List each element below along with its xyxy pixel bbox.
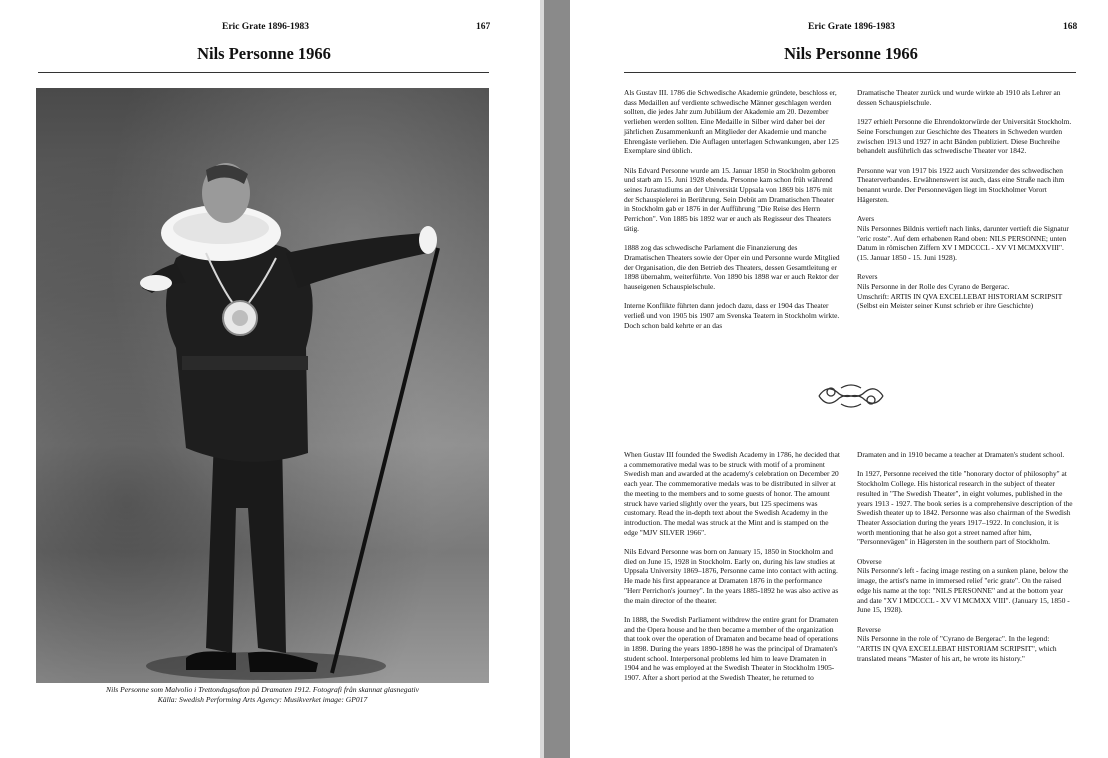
title-rule xyxy=(38,72,489,73)
german-column-1 xyxy=(624,88,840,340)
right-page xyxy=(570,0,1108,758)
english-paragraph: Dramaten and in 1910 became a teacher at Dramaten's student school. xyxy=(857,450,1065,459)
running-head: Eric Grate 1896-1983 xyxy=(222,22,310,32)
english-paragraph: Reverse Nils Personne in the role of "Cyrano de Bergerac". In the legend: "ARTIS IN QVA EXCELLEBAT HISTORIAM SCRIPSIT", which translated means "Master of his art, he wrote its history." xyxy=(857,624,1057,663)
german-paragraph: Als Gustav III. 1786 die Schwedische Akademie gründete, beschloss er, dass Medaillen auf verdiente schwedische Männer geschlagen werden sollten, die jedes Jahr zum Jubiläum der Akademie am 20. Dezember verliehen werden sollten. Eine Medaille in Silber wird daher bei der jährlichen Zusammenkunft an Mitglieder der Akademie und manche Ehrengäste verliehen. Die Auflagen unterlagen Schwankungen, aber 125 Exemplare sind üblich. xyxy=(624,88,839,156)
page-title: Nils Personne 1966 xyxy=(197,44,331,63)
german-paragraph: Dramatische Theater zurück und wurde wirkte ab 1910 als Lehrer an dessen Schauspielschule. xyxy=(857,88,1061,107)
english-paragraph: Obverse Nils Personne's left - facing image resting on a sunken plane, below the image, the artist's name in immersed relief "eric grate". On the raised edge his name at the top: "NILS PERSONNE" and at the bottom year and date "XV I MDCCCL - XV VI MCMXX VIII". (January 15, 1850 - June 15, 1928). xyxy=(857,556,1070,615)
german-column-2 xyxy=(857,88,1075,321)
title-rule xyxy=(624,72,1076,73)
page-title: Nils Personne 1966 xyxy=(784,44,918,63)
caption-line-1: Nils Personne som Malvolio i Trettondagsafton på Dramaten 1912. Fotografi från skannat glasnegativ xyxy=(106,685,419,694)
page-number: 168 xyxy=(1063,22,1078,32)
english-paragraph: In 1927, Personne received the title "honorary doctor of philosophy" at Stockholm College. His historical research in the subject of theater resulted in "The Swedish Theater", in eight volumes, published in the years 1913 - 1927. The book series is a comprehensive description of the Swedish theater up to 1842. Personne was also chairman of the Swedish Theater Association during the years 1917–1922. In conclusion, it is worth mentioning that he also got a street named after him, "Personnevägen" in Hägersten in the southern part of Stockholm. xyxy=(857,469,1073,547)
photo-caption xyxy=(36,685,489,705)
german-paragraph: Avers Nils Personnes Bildnis vertieft nach links, darunter vertieft die Signatur "eric roste". Auf dem erhabenen Rand oben: NILS PERSONNE; unten Datum in römischen Ziffern XV I MDCCCL - XV VI MCMXXVIII". (15. Januar 1850 - 15. Juni 1928). xyxy=(857,214,1069,262)
german-paragraph: Personne war von 1917 bis 1922 auch Vorsitzender des schwedischen Theaterverbandes. Erwähnenswert ist auch, dass eine Straße nach ihm benannt wurde. Der Personnevägen liegt im Stockholmer Vorort Hägersten. xyxy=(857,165,1065,204)
english-paragraph: Nils Edvard Personne was born on January 15, 1850 in Stockholm and died on June 15, 1928 in Stockholm. Early on, during his law studies at Uppsala University 1869–1876, Personne came into contact with acting. He made his first appearance at Dramaten 1876 in the performance "Herr Perrichon's journey". In the years 1885-1892 he was also active as the main director of the theater. xyxy=(624,547,839,605)
page-gutter xyxy=(540,0,544,758)
german-paragraph: Nils Edvard Personne wurde am 15. Januar 1850 in Stockholm geboren und starb am 15. Juni 1928 ebenda. Personne kam schon früh während seines Jurastudiums an der Universität Uppsala von 1869 bis 1876 mit der Schauspielerei in Berührung. Sein Debüt am Dramatischen Theater in Stockholm gab er 1876 in der Aufführung "Die Reise des Herrn Perrichon". Von 1885 bis 1892 war er auch als Regisseur des Theaters tätig. xyxy=(624,165,836,233)
scroll-ornament-icon xyxy=(817,380,885,412)
english-paragraph: In 1888, the Swedish Parliament withdrew the entire grant for Dramaten and the Opera house and he then became a member of the organization that took over the operation of Dramaten and became head of operations in 1898. During the years 1890-1898 he was the principal of Dramaten's student school. Interpersonal problems led him to leave Dramaten in 1904 and he was employed at the Swedish Theater in Stockholm 1905-1907. After a short period at the Swedish Theater, he returned to xyxy=(624,614,839,683)
german-paragraph: Revers Nils Personne in der Rolle des Cyrano de Bergerac. Umschrift: ARTIS IN QVA EXCELLEBAT HISTORIAM SCRIPSIT (Selbst ein Meister seiner Kunst schrieb er ihre Geschichte) xyxy=(857,272,1063,311)
english-paragraph: When Gustav III founded the Swedish Academy in 1786, he decided that a commemorative medal was to be struck with motif of a prominent Swedish man and awarded at the academy's celebration on December 20 each year. The commemorative medals was to be distributed in silver at the meeting to the members and to some guests of honor. The amount struck have varied slightly over the years, but 125 specimens was customary. Read the in-depth text about the Swedish Academy in the introduction. The medal was struck at the Mint and is stamped on the edge "MJV SILVER 1966". xyxy=(624,450,840,537)
left-page xyxy=(0,0,540,758)
caption-line-2: Källa: Swedish Performing Arts Agency: Musikverket image: GP017 xyxy=(157,695,368,704)
german-paragraph: 1927 erhielt Personne die Ehrendoktorwürde der Universität Stockholm. Seine Forschungen zur Geschichte des Theaters in Schweden wurden zwischen 1913 und 1927 in acht Bänden publiziert. Diese Buchreihe behandelt ausführlich das schwedische Theater vor 1842. xyxy=(857,117,1072,156)
english-column-2 xyxy=(857,450,1075,673)
page-number: 167 xyxy=(476,22,491,32)
german-paragraph: 1888 zog das schwedische Parlament die Finanzierung des Dramatischen Theaters sowie der Oper ein und Personne wurde Mitglied der Organisation, die den Betrieb des Theaters, dessen Gesamtleitung er 1898 übernahm, weiterführte. Von 1890 bis 1898 war er auch Rektor der hauseigenen Schauspielschule. xyxy=(624,243,840,292)
actor-silhouette-icon xyxy=(36,88,489,683)
running-head: Eric Grate 1896-1983 xyxy=(808,22,896,32)
german-paragraph: Interne Konflikte führten dann jedoch dazu, dass er 1904 das Theater verließ und von 1905 bis 1907 am Svenska Teatern in Stockholm wirkte. Doch schon bald kehrte er an das xyxy=(624,301,840,330)
portrait-photo xyxy=(36,88,489,683)
english-column-1 xyxy=(624,450,840,693)
